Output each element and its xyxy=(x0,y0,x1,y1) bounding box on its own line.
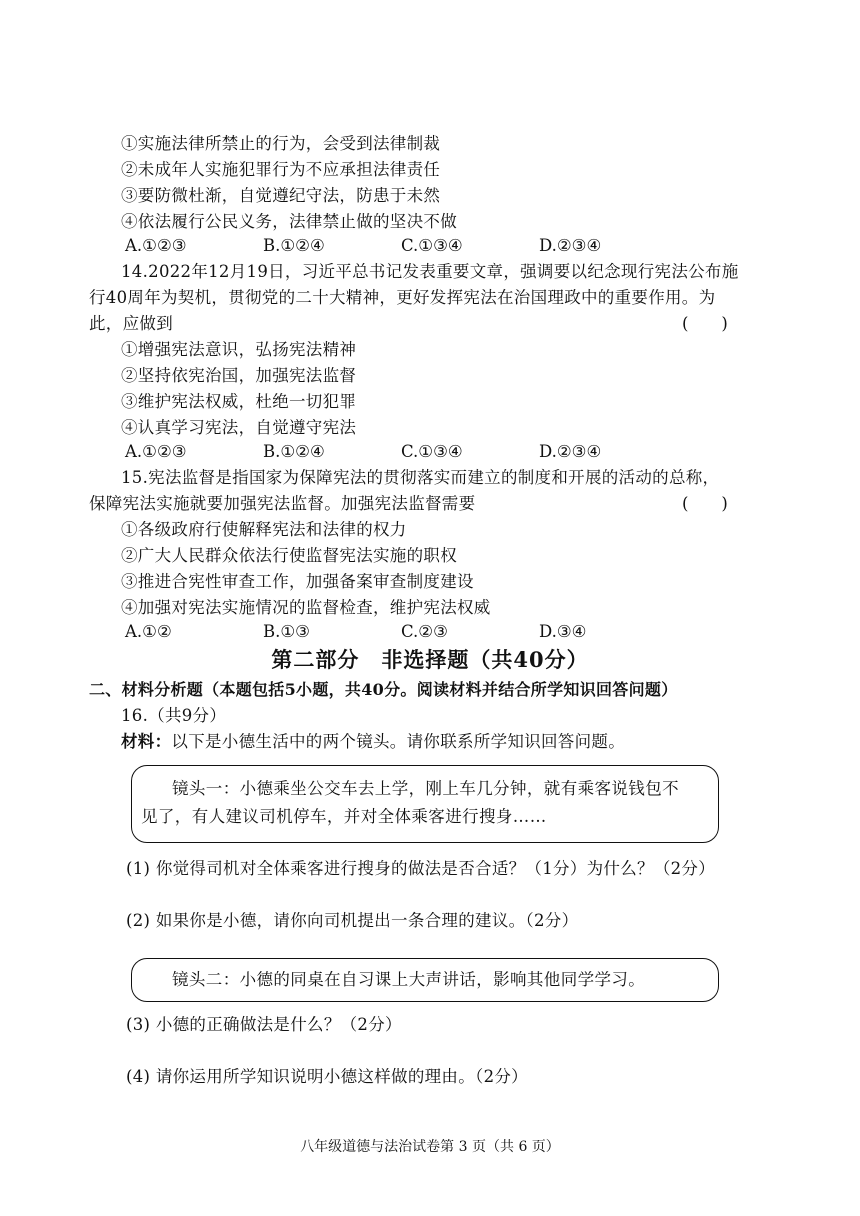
q15-statement-1: ①各级政府行使解释宪法和法律的权力 xyxy=(121,520,407,539)
q13-option-b: B.①②④ xyxy=(263,236,325,255)
q15-statement-4: ④加强对宪法实施情况的监督检查，维护宪法权威 xyxy=(121,598,491,617)
q14-statement-3: ③维护宪法权威，杜绝一切犯罪 xyxy=(121,392,357,411)
q14-statement-1: ①增强宪法意识，弘扬宪法精神 xyxy=(121,340,357,359)
page-footer: 八年级道德与法治试卷第 3 页（共 6 页） xyxy=(300,1139,560,1155)
scene1-line-1: 镜头一：小德乘坐公交车去上学，刚上车几分钟，就有乘客说钱包不 xyxy=(172,779,679,798)
q13-option-a: A.①②③ xyxy=(125,236,187,255)
part2-section-heading: 二、材料分析题（本题包括5小题，共40分。阅读材料并结合所学知识回答问题） xyxy=(89,680,678,699)
q15-stem-line-2: 保障宪法实施就要加强宪法监督。加强宪法监督需要 xyxy=(89,494,476,513)
q13-statement-3: ③要防微杜渐，自觉遵纪守法，防患于未然 xyxy=(121,186,441,205)
q13-statement-2: ②未成年人实施犯罪行为不应承担法律责任 xyxy=(121,160,441,179)
part2-title: 第二部分 非选择题（共40分） xyxy=(271,647,589,672)
q15-answer-blank: ( ) xyxy=(682,494,728,513)
q15-option-a: A.①② xyxy=(125,622,172,641)
q15-option-b: B.①③ xyxy=(263,622,310,641)
q16-sub-question-4: (4) 请你运用所学知识说明小德这样做的理由。（2分） xyxy=(126,1067,528,1086)
q14-answer-blank: ( ) xyxy=(682,314,728,333)
q16-number: 16.（共9分） xyxy=(121,706,227,725)
q16-sub-question-1: (1) 你觉得司机对全体乘客进行搜身的做法是否合适？（1分）为什么？（2分） xyxy=(126,859,716,878)
q14-stem-line-3: 此，应做到 xyxy=(89,314,173,333)
q16-sub-question-3: (3) 小德的正确做法是什么？（2分） xyxy=(126,1015,402,1034)
q15-statement-2: ②广大人民群众依法行使监督宪法实施的职权 xyxy=(121,546,457,565)
q14-stem-line-2: 行40周年为契机，贯彻党的二十大精神，更好发挥宪法在治国理政中的重要作用。为 xyxy=(89,288,716,307)
q13-option-c: C.①③④ xyxy=(401,236,463,255)
scene1-line-2: 见了，有人建议司机停车，并对全体乘客进行搜身…… xyxy=(141,807,547,826)
q16-material xyxy=(121,731,625,753)
q14-statement-4: ④认真学习宪法，自觉遵守宪法 xyxy=(121,418,357,437)
q14-option-a: A.①②③ xyxy=(125,442,187,461)
q14-stem-line-1: 14.2022年12月19日，习近平总书记发表重要文章，强调要以纪念现行宪法公布施 xyxy=(121,262,739,281)
q16-material-text: 以下是小德生活中的两个镜头。请你联系所学知识回答问题。 xyxy=(171,732,626,751)
scene1-box xyxy=(131,765,719,843)
q16-material-label: 材料： xyxy=(121,732,172,751)
q15-option-d: D.③④ xyxy=(539,622,587,641)
q13-statement-1: ①实施法律所禁止的行为，会受到法律制裁 xyxy=(121,134,441,153)
q15-statement-3: ③推进合宪性审查工作，加强备案审查制度建设 xyxy=(121,572,474,591)
q14-option-c: C.①③④ xyxy=(401,442,463,461)
q15-option-c: C.②③ xyxy=(401,622,448,641)
q13-option-d: D.②③④ xyxy=(539,236,602,255)
q14-option-b: B.①②④ xyxy=(263,442,325,461)
q14-statement-2: ②坚持依宪治国，加强宪法监督 xyxy=(121,366,357,385)
q16-sub-question-2: (2) 如果你是小德，请你向司机提出一条合理的建议。（2分） xyxy=(126,911,579,930)
q14-option-d: D.②③④ xyxy=(539,442,602,461)
q13-statement-4: ④依法履行公民义务，法律禁止做的坚决不做 xyxy=(121,212,457,231)
scene2-text: 镜头二：小德的同桌在自习课上大声讲话，影响其他同学学习。 xyxy=(172,970,646,989)
q15-stem-line-1: 15.宪法监督是指国家为保障宪法的贯彻落实而建立的制度和开展的活动的总称， xyxy=(121,468,720,487)
